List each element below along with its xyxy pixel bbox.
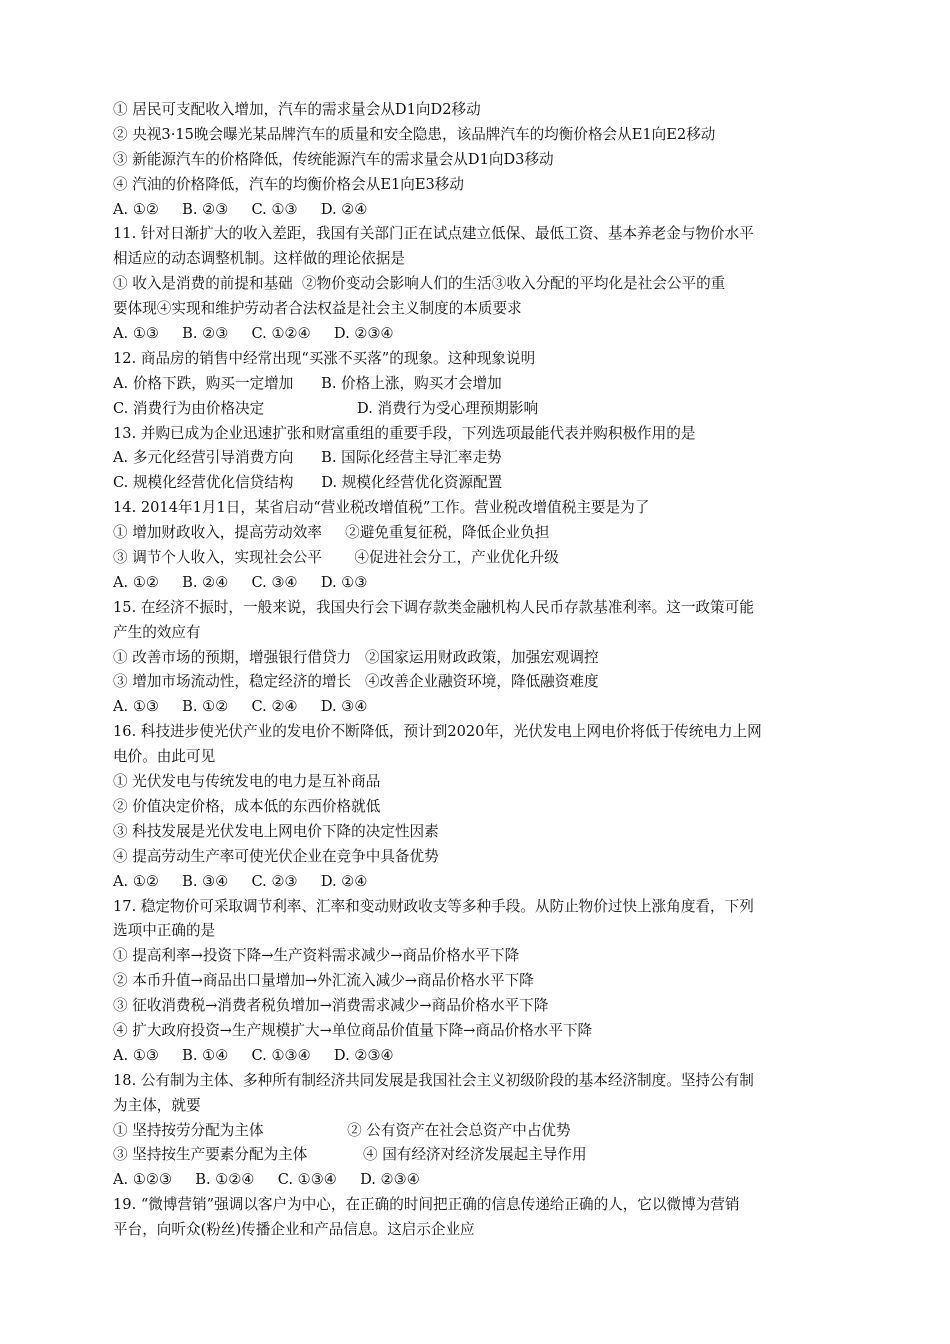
text-line: A. 价格下跌，购买一定增加 B. 价格上涨，购买才会增加	[113, 374, 502, 392]
text-line: 11. 针对日渐扩大的收入差距，我国有关部门正在试点建立低保、最低工资、基本养老金与物价水平	[113, 225, 754, 243]
text-line: ④ 提高劳动生产率可使光伏企业在竞争中具备优势	[113, 847, 439, 865]
text-line: 要体现④实现和维护劳动者合法权益是社会主义制度的本质要求	[113, 300, 522, 318]
text-line: A. ①③ B. ①④ C. ①③④ D. ②③④	[113, 1046, 394, 1064]
text-line: C. 消费行为由价格决定 D. 消费行为受心理预期影响	[113, 399, 539, 417]
text-line: ① 增加财政收入，提高劳动效率 ②避免重复征税，降低企业负担	[113, 524, 550, 542]
text-line: ③ 科技发展是光伏发电上网电价下降的决定性因素	[113, 822, 439, 840]
text-line: A. ①② B. ③④ C. ②③ D. ②④	[113, 872, 368, 890]
text-line: 12. 商品房的销售中经常出现“买涨不买落”的现象。这种现象说明	[113, 349, 536, 367]
text-line: A. ①② B. ②③ C. ①③ D. ②④	[113, 200, 368, 218]
question-text	[113, 98, 850, 1243]
text-line: A. 多元化经营引导消费方向 B. 国际化经营主导汇率走势	[113, 449, 502, 467]
text-line: 15. 在经济不振时，一般来说，我国央行会下调存款类金融机构人民币存款基准利率。这一政策可能	[113, 598, 754, 616]
text-line: 选项中正确的是	[113, 922, 216, 940]
text-line: ① 提高利率→投资下降→生产资料需求减少→商品价格水平下降	[113, 947, 520, 965]
text-line: ② 价值决定价格，成本低的东西价格就低	[113, 797, 381, 815]
text-line: A. ①② B. ②④ C. ③④ D. ①③	[113, 573, 368, 591]
text-line: A. ①②③ B. ①②④ C. ①③④ D. ②③④	[113, 1171, 420, 1189]
text-line: ④ 扩大政府投资→生产规模扩大→单位商品价值量下降→商品价格水平下降	[113, 1021, 593, 1039]
text-line: ③ 新能源汽车的价格降低，传统能源汽车的需求量会从D1向D3移动	[113, 150, 554, 168]
text-line: ② 本币升值→商品出口量增加→外汇流入减少→商品价格水平下降	[113, 972, 534, 990]
text-line: ③ 坚持按生产要素分配为主体 ④ 国有经济对经济发展起主导作用	[113, 1146, 587, 1164]
text-line: ③ 增加市场流动性，稳定经济的增长 ④改善企业融资环境，降低融资难度	[113, 673, 599, 691]
text-line: ① 居民可支配收入增加，汽车的需求量会从D1向D2移动	[113, 101, 481, 118]
text-line: 19. “微博营销”强调以客户为中心，在正确的时间把正确的信息传递给正确的人，它以微博为营销	[113, 1196, 740, 1214]
text-line: ② 央视3·15晚会曝光某品牌汽车的质量和安全隐患，该品牌汽车的均衡价格会从E1向E2移动	[113, 125, 716, 143]
text-line: A. ①③ B. ①② C. ②④ D. ③④	[113, 698, 368, 716]
text-line: 为主体，就要	[113, 1096, 201, 1114]
text-line: ③ 调节个人收入，实现社会公平 ④促进社会分工，产业优化升级	[113, 549, 559, 567]
text-line: ① 改善市场的预期，增强银行借贷力 ②国家运用财政政策，加强宏观调控	[113, 648, 599, 666]
text-line: 平台，向听众(粉丝)传播企业和产品信息。这启示企业应	[113, 1221, 475, 1239]
text-line: ③ 征收消费税→消费者税负增加→消费需求减少→商品价格水平下降	[113, 997, 549, 1015]
text-line: 13. 并购已成为企业迅速扩张和财富重组的重要手段，下列选项最能代表并购积极作用的是	[113, 424, 696, 442]
text-line: 18. 公有制为主体、多种所有制经济共同发展是我国社会主义初级阶段的基本经济制度。坚持公有制	[113, 1071, 754, 1089]
text-line: ① 坚持按劳分配为主体 ② 公有资产在社会总资产中占优势	[113, 1121, 571, 1139]
text-line: 16. 科技进步使光伏产业的发电价不断降低，预计到2020年，光伏发电上网电价将低于传统电力上网	[113, 723, 762, 741]
text-line: 17. 稳定物价可采取调节利率、汇率和变动财政收支等多种手段。从防止物价过快上涨角度看，下列	[113, 897, 754, 915]
text-line: A. ①③ B. ②③ C. ①②④ D. ②③④	[113, 325, 394, 343]
text-line: C. 规模化经营优化信贷结构 D. 规模化经营优化资源配置	[113, 474, 503, 492]
text-line: 产生的效应有	[113, 623, 201, 641]
text-line: ① 光伏发电与传统发电的电力是互补商品	[113, 773, 381, 791]
text-line: ① 收入是消费的前提和基础 ②物价变动会影响人们的生活③收入分配的平均化是社会公平的重	[113, 275, 726, 293]
text-line: ④ 汽油的价格降低，汽车的均衡价格会从E1向E3移动	[113, 175, 464, 193]
text-line: 相适应的动态调整机制。这样做的理论依据是	[113, 250, 405, 268]
text-line: 电价。由此可见	[113, 748, 216, 766]
text-line: 14. 2014年1月1日，某省启动“营业税改增值税”工作。营业税改增值税主要是为了	[113, 499, 650, 517]
